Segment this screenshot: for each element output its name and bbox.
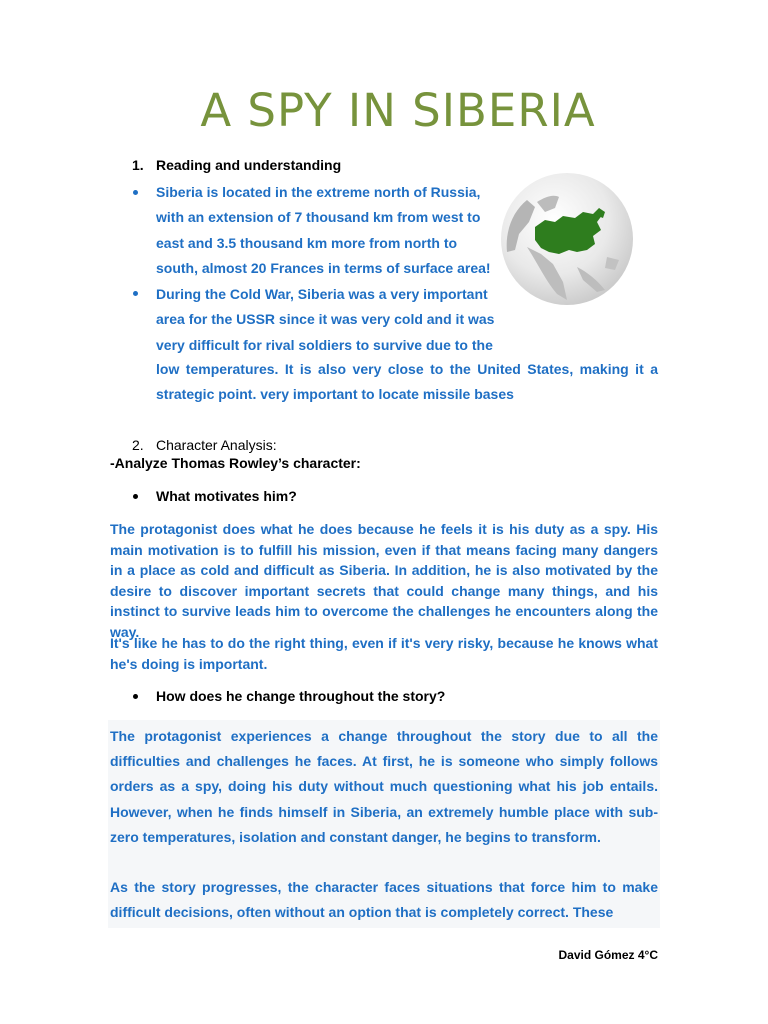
section-2-heading: Character Analysis: [156,437,277,453]
answer-change-p2: As the story progresses, the character faces situations that force him to make difficult decisions, often without an option that is completely correct. These [110,879,658,921]
bullet-line: During the Cold War, Siberia was a very important [156,286,488,302]
section-1-heading: Reading and understanding [156,157,342,173]
bullet-icon [133,694,138,699]
question-motivation: What motivates him? [156,488,297,504]
answer-change-p1: The protagonist experiences a change throughout the story due to all the difficulties and challenges he faces. At first, he is someone who simply follows orders as a spy, doing his duty without much questioning what his job entails. However, when he finds himself in Siberia, an extremely humble place with sub-zero temperatures, isolation and constant danger, he begins to transform. [110,728,658,845]
footer-author: David Gómez 4°C [558,948,658,962]
bullet-line: east and 3.5 thousand km more from north to [156,234,458,251]
bullet-siberia-location [156,180,491,281]
answer-motivation-p1: The protagonist does what he does because he feels it is his duty as a spy. His main motivation is to fulfill his mission, even if that means facing many dangers in a place as cold and difficult as Siberia. In addition, he is also motivated by the desire to discover important secrets that could change many things, and his instinct to survive leads him to overcome the challenges he encounters along the way. [110,521,658,640]
section-2-number: 2. [132,437,144,453]
bullet-icon [133,190,138,195]
section-2-subheading: -Analyze Thomas Rowley’s character: [110,455,361,471]
bullet-line: Siberia is located in the extreme north of Russia, [156,184,481,200]
bullet-icon [133,494,138,499]
bullet-cold-war [156,282,494,358]
bullet-icon [133,291,138,296]
question-change: How does he change throughout the story? [156,688,446,704]
bullet-line: south, almost 20 Frances in terms of surface area! [156,259,491,276]
bullet-cold-war-continuation: low temperatures. It is also very close to the United States, making it a strategic point. very important to locate missile bases [156,361,658,403]
bullet-line: very difficult for rival soldiers to survive due to the [156,336,493,353]
bullet-line: with an extension of 7 thousand km from west to [156,209,481,226]
globe-russia-image [497,172,638,306]
document-title: A SPY IN SIBERIA [200,84,596,137]
answer-motivation-p2: It's like he has to do the right thing, even if it's very risky, because he knows what he's doing is important. [110,635,658,672]
bullet-line: area for the USSR since it was very cold and it was [156,311,495,328]
section-1-number: 1. [132,157,144,173]
